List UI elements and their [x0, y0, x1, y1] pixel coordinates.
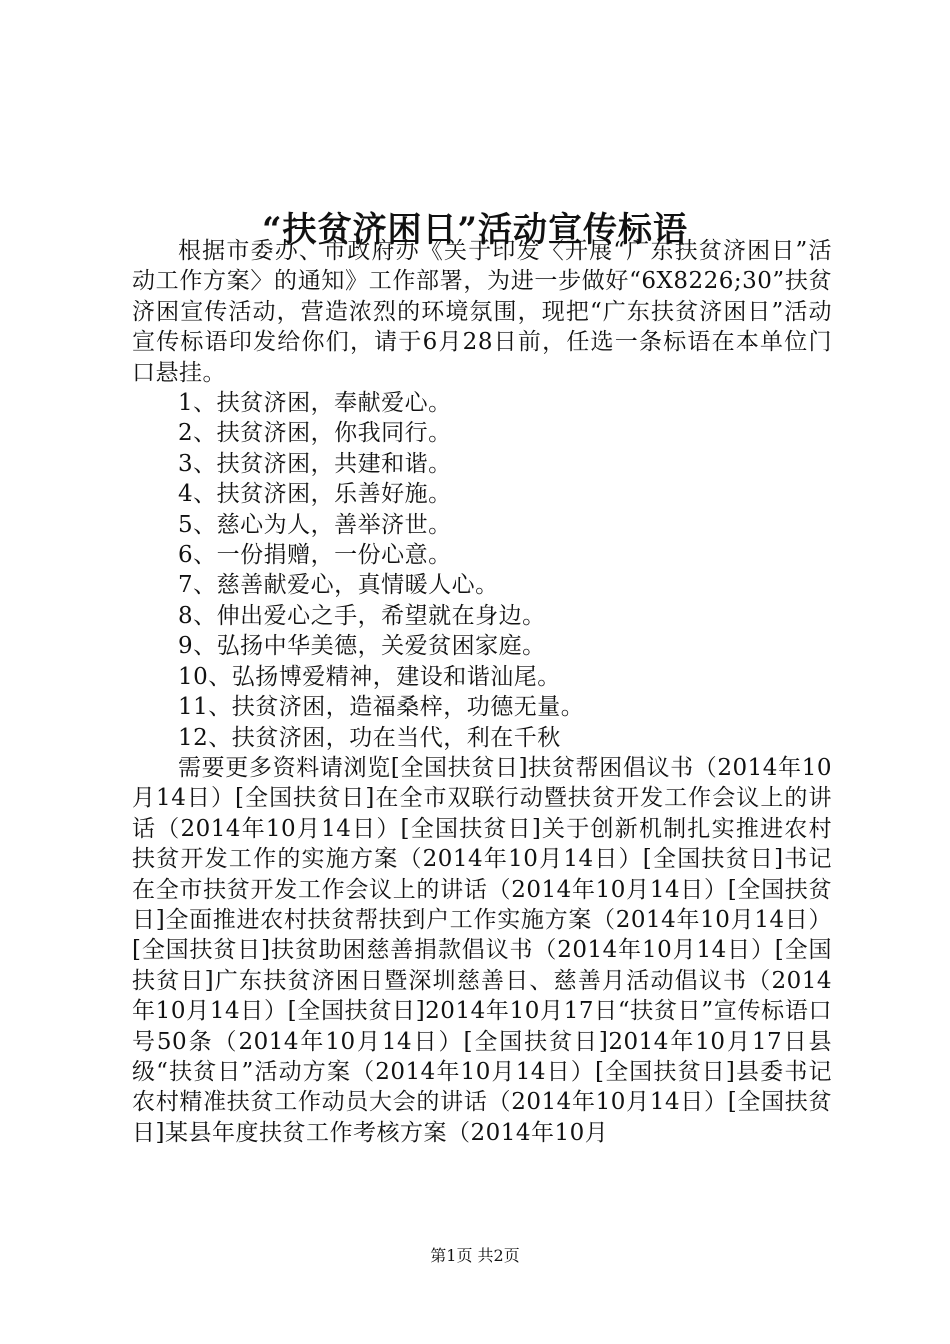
- slogan-item: 8、伸出爱心之手，希望就在身边。: [178, 602, 546, 629]
- more-info-paragraph: 需要更多资料请浏览[全国扶贫日]扶贫帮困倡议书（2014年10月14日）[全国扶贫日]在全市双联行动暨扶贫开发工作会议上的讲话（2014年10月14日）[全国扶贫日]关于创新机制扎实推进农村扶贫开发工作的实施方案（2014年10月14日）[全国扶贫日]书记在全市扶贫开发工作会议上的讲话（2014年10月14日）[全国扶贫日]全面推进农村扶贫帮扶到户工作实施方案（2014年10月14日）[全国扶贫日]扶贫助困慈善捐款倡议书（2014年10月14日）[全国扶贫日]广东扶贫济困日暨深圳慈善日、慈善月活动倡议书（2014年10月14日）[全国扶贫日]2014年10月17日“扶贫日”宣传标语口号50条（2014年10月14日）[全国扶贫日]2014年10月17日县级“扶贫日”活动方案（2014年10月14日）[全国扶贫日]县委书记农村精准扶贫工作动员大会的讲话（2014年10月14日）[全国扶贫日]某县年度扶贫工作考核方案（2014年10月: [132, 754, 832, 1146]
- slogan-item: 11、扶贫济困，造福桑梓，功德无量。: [178, 694, 585, 721]
- intro-paragraph: 根据市委办、市政府办《关于印发〈开展“广东扶贫济困日”活动工作方案〉的通知》工作部署，为进一步做好“6X8226;30”扶贫济困宣传活动，营造浓烈的环境氛围，现把“广东扶贫济困日”活动宣传标语印发给你们，请于6月28日前，任选一条标语在本单位门口悬挂。: [132, 238, 832, 386]
- slogan-item: 10、弘扬博爱精神，建设和谐汕尾。: [178, 663, 561, 690]
- slogan-item: 3、扶贫济困，共建和谐。: [178, 450, 452, 477]
- slogan-item: 4、扶贫济困，乐善好施。: [178, 481, 452, 508]
- page-number: 第1页 共2页: [430, 1246, 520, 1265]
- slogan-item: 12、扶贫济困，功在当代，利在千秋: [178, 724, 561, 751]
- slogan-item: 9、弘扬中华美德，关爱贫困家庭。: [178, 633, 546, 660]
- slogan-list: [132, 388, 832, 753]
- slogan-item: 5、慈心为人，善举济世。: [178, 511, 452, 538]
- document-body: [132, 236, 832, 1148]
- slogan-item: 7、慈善献爱心，真情暖人心。: [178, 572, 499, 599]
- slogan-item: 2、扶贫济困，你我同行。: [178, 420, 452, 447]
- document-title: “扶贫济困日”活动宣传标语: [261, 209, 689, 250]
- slogan-item: 1、扶贫济困，奉献爱心。: [178, 390, 452, 417]
- slogan-item: 6、一份捐赠，一份心意。: [178, 542, 452, 569]
